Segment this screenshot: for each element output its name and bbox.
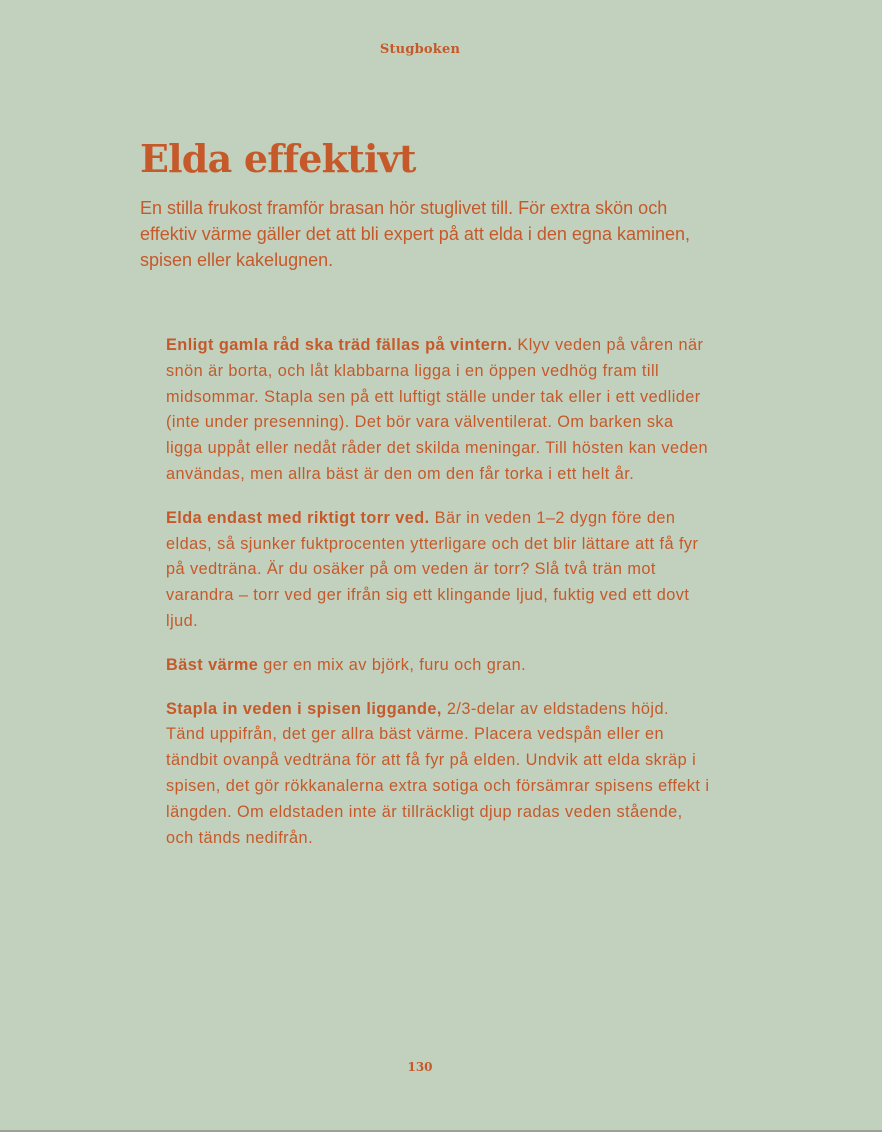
paragraph-text: Klyv veden på våren när snön är borta, och låt klabbarna ligga i en öppen vedhög fram till midsommar. Stapla sen på ett luftigt ställe under tak eller i ett vedlider (inte under presenning). Det bör vara välventilerat. Om barken ska ligga uppåt eller nedåt råder det skilda meningar. Till hösten kan veden användas, men allra bäst är den om den får torka i ett helt år.: [166, 336, 708, 483]
paragraph-felling: [166, 333, 711, 488]
paragraph-text: Bär in veden 1–2 dygn före den eldas, så sjunker fuktprocenten ytterligare och det blir lättare att få fyr på vedträna. Är du osäker på om veden är torr? Slå två trän mot varandra – torr ved ger ifrån sig ett klingande ljud, fuktig ved ett dovt ljud.: [166, 508, 699, 630]
paragraph-lead: Bäst värme: [166, 655, 259, 674]
paragraph-dry-wood: [166, 506, 711, 635]
page-number: 130: [407, 1060, 433, 1074]
running-header: Stugboken: [379, 42, 461, 57]
intro-paragraph: En stilla frukost framför brasan hör stuglivet till. För extra skön och effektiv värme gäller det att bli expert på att elda i den egna kaminen, spisen eller kakelugnen.: [140, 198, 690, 270]
paragraph-text: 2/3-delar av eldstadens höjd. Tänd uppifrån, det ger allra bäst värme. Placera vedspån eller en tändbit ovanpå vedträna för att få fyr på elden. Undvik att elda skräp i spisen, det gör rökkanalerna extra sotiga och försämrar spisens effekt i längden. Om eldstaden inte är tillräckligt djup radas veden stående, och tänds nedifrån.: [166, 699, 710, 847]
paragraph-text: ger en mix av björk, furu och gran.: [258, 655, 527, 674]
body-text: [166, 333, 711, 869]
page-title: Elda effektivt: [140, 136, 416, 181]
paragraph-stacking: [166, 697, 711, 852]
paragraph-best-heat: [166, 653, 711, 679]
paragraph-lead: Enligt gamla råd ska träd fällas på vintern.: [166, 336, 513, 354]
paragraph-lead: Stapla in veden i spisen liggande,: [166, 699, 442, 718]
paragraph-lead: Elda endast med riktigt torr ved.: [166, 508, 430, 527]
